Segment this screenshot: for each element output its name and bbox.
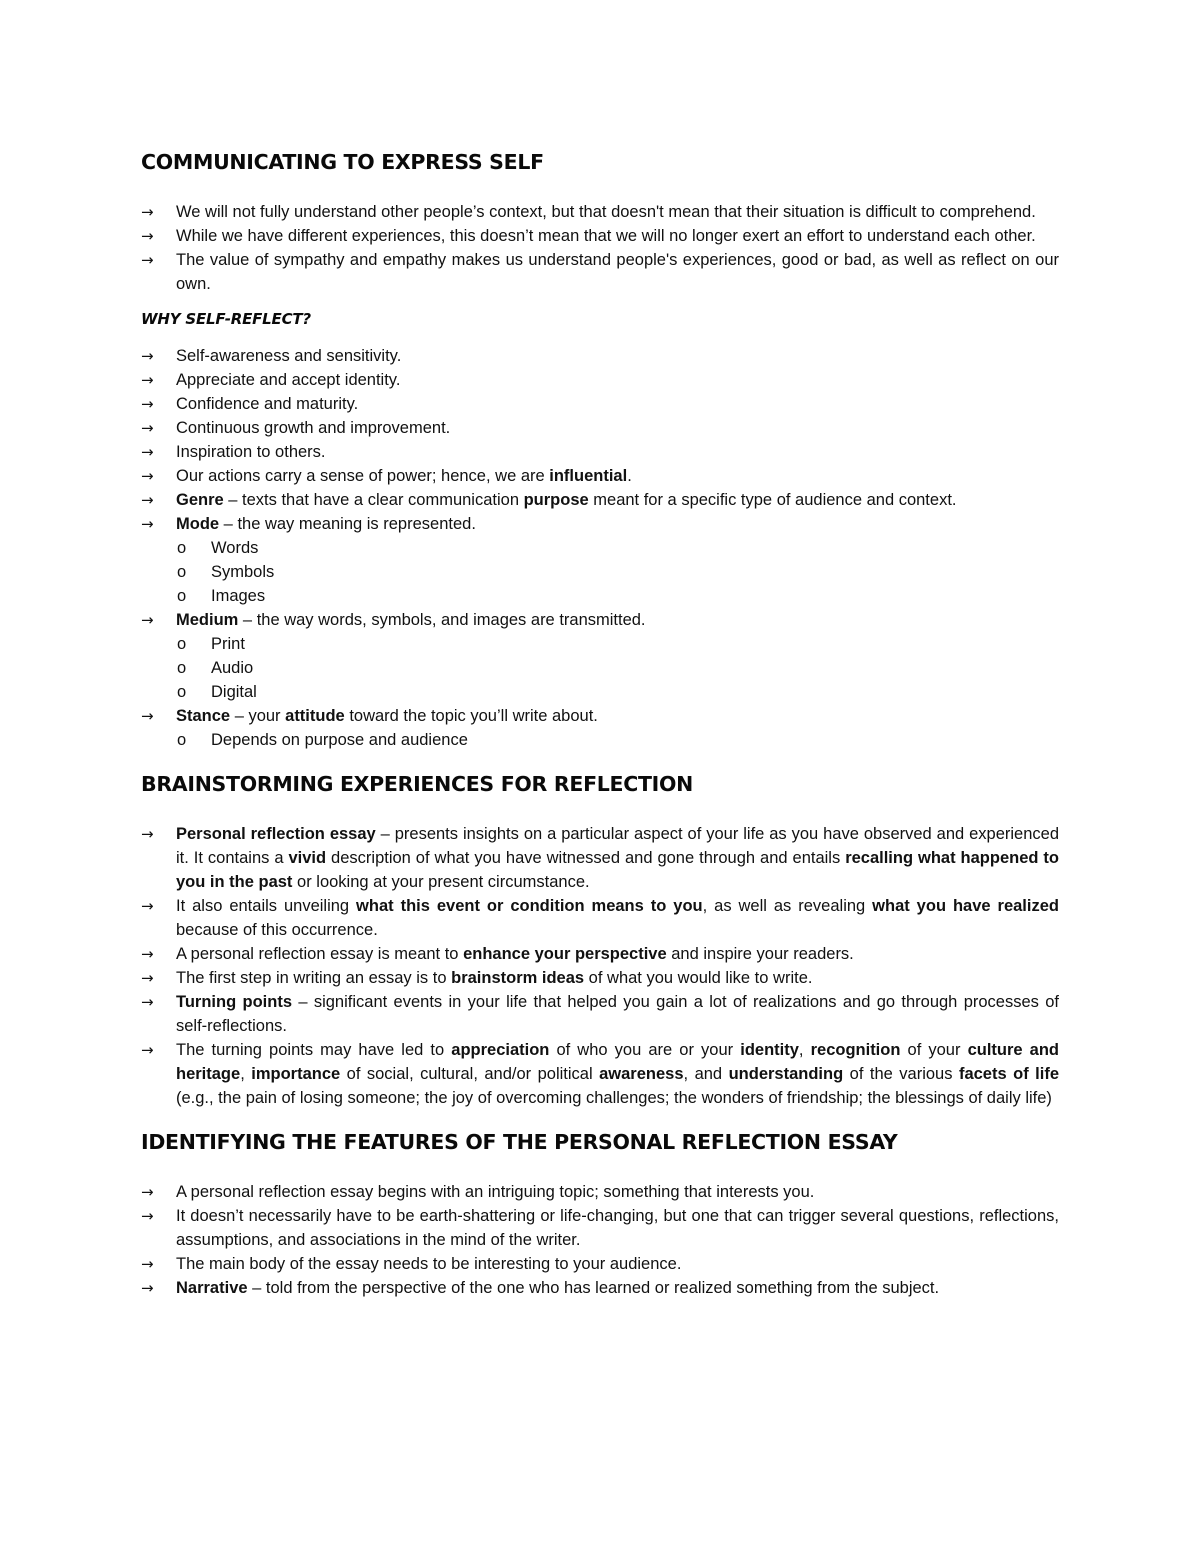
- list-item: → The turning points may have led to appreciation of who you are or your identity, recognition of your culture and heritage, importance of social, cultural, and/or political awareness, and understanding of the various facets of life (e.g., the pain of losing someone; the joy of overcoming challenges; the wonders of friendship; the blessings of daily life): [141, 1038, 1059, 1110]
- list-item: → A personal reflection essay begins with an intriguing topic; something that interests you.: [141, 1180, 1059, 1204]
- subheading-why-self-reflect: WHY SELF-REFLECT?: [141, 310, 311, 328]
- list-item-actions: → Our actions carry a sense of power; hence, we are influential.: [141, 464, 1059, 488]
- sub-list-item: o Images: [141, 584, 1059, 608]
- medium-sub-list: [141, 632, 1059, 704]
- circle-bullet-icon: o: [177, 539, 187, 557]
- list-item: → Confidence and maturity.: [141, 392, 1059, 416]
- section-title-brainstorming: BRAINSTORMING EXPERIENCES FOR REFLECTION: [141, 772, 693, 796]
- arrow-right-icon: →: [141, 251, 154, 269]
- arrow-right-icon: →: [141, 1255, 154, 1273]
- list-item: → Continuous growth and improvement.: [141, 416, 1059, 440]
- circle-bullet-icon: o: [177, 659, 187, 677]
- sub-list-item: o Audio: [141, 656, 1059, 680]
- sub-list-item: o Words: [141, 536, 1059, 560]
- list-item: → A personal reflection essay is meant to enhance your perspective and inspire your readers.: [141, 942, 1059, 966]
- list-item-genre: → Genre – texts that have a clear communication purpose meant for a specific type of audience and context.: [141, 488, 1059, 512]
- arrow-right-icon: →: [141, 1183, 154, 1201]
- arrow-right-icon: →: [141, 1279, 154, 1297]
- sub-list-item: o Symbols: [141, 560, 1059, 584]
- communicating-list: [141, 200, 1059, 296]
- arrow-right-icon: →: [141, 1041, 154, 1059]
- arrow-right-icon: →: [141, 491, 154, 509]
- circle-bullet-icon: o: [177, 587, 187, 605]
- list-item: → The main body of the essay needs to be interesting to your audience.: [141, 1252, 1059, 1276]
- list-item: → Appreciate and accept identity.: [141, 368, 1059, 392]
- circle-bullet-icon: o: [177, 563, 187, 581]
- medium-list: [141, 608, 1059, 632]
- sub-list-item: o Digital: [141, 680, 1059, 704]
- list-item-medium: → Medium – the way words, symbols, and images are transmitted.: [141, 608, 1059, 632]
- arrow-right-icon: →: [141, 203, 154, 221]
- stance-list: [141, 704, 1059, 728]
- list-item: → Turning points – significant events in your life that helped you gain a lot of realizations and go through processes of self-reflections.: [141, 990, 1059, 1038]
- arrow-right-icon: →: [141, 395, 154, 413]
- list-item: → It also entails unveiling what this event or condition means to you, as well as revealing what you have realized because of this occurrence.: [141, 894, 1059, 942]
- list-item: → The first step in writing an essay is to brainstorm ideas of what you would like to write.: [141, 966, 1059, 990]
- arrow-right-icon: →: [141, 515, 154, 533]
- list-item: → It doesn’t necessarily have to be earth-shattering or life-changing, but one that can trigger several questions, reflections, assumptions, and associations in the mind of the writer.: [141, 1204, 1059, 1252]
- why-self-reflect-list: [141, 344, 1059, 536]
- list-item-stance: → Stance – your attitude toward the topic you’ll write about.: [141, 704, 1059, 728]
- sub-list-item: o Print: [141, 632, 1059, 656]
- arrow-right-icon: →: [141, 227, 154, 245]
- arrow-right-icon: →: [141, 897, 154, 915]
- arrow-right-icon: →: [141, 969, 154, 987]
- list-item: → Self-awareness and sensitivity.: [141, 344, 1059, 368]
- section-title-communicating: COMMUNICATING TO EXPRESS SELF: [141, 150, 544, 174]
- arrow-right-icon: →: [141, 467, 154, 485]
- features-list: [141, 1180, 1059, 1300]
- list-item: → Inspiration to others.: [141, 440, 1059, 464]
- arrow-right-icon: →: [141, 347, 154, 365]
- arrow-right-icon: →: [141, 443, 154, 461]
- arrow-right-icon: →: [141, 1207, 154, 1225]
- arrow-right-icon: →: [141, 993, 154, 1011]
- sub-list-item: o Depends on purpose and audience: [141, 728, 1059, 752]
- brainstorming-list: [141, 822, 1059, 1110]
- arrow-right-icon: →: [141, 825, 154, 843]
- stance-sub-list: [141, 728, 1059, 752]
- list-item-mode: → Mode – the way meaning is represented.: [141, 512, 1059, 536]
- arrow-right-icon: →: [141, 707, 154, 725]
- arrow-right-icon: →: [141, 419, 154, 437]
- circle-bullet-icon: o: [177, 683, 187, 701]
- list-item: → Personal reflection essay – presents insights on a particular aspect of your life as you have observed and experienced it. It contains a vivid description of what you have witnessed and gone through and entails recalling what happened to you in the past or looking at your present circumstance.: [141, 822, 1059, 894]
- document-content: [141, 146, 1059, 1300]
- arrow-right-icon: →: [141, 371, 154, 389]
- list-item-narrative: → Narrative – told from the perspective of the one who has learned or realized something from the subject.: [141, 1276, 1059, 1300]
- arrow-right-icon: →: [141, 945, 154, 963]
- section-title-identifying-features: IDENTIFYING THE FEATURES OF THE PERSONAL REFLECTION ESSAY: [141, 1130, 898, 1154]
- list-item: → The value of sympathy and empathy makes us understand people's experiences, good or bad, as well as reflect on our own.: [141, 248, 1059, 296]
- circle-bullet-icon: o: [177, 635, 187, 653]
- mode-sub-list: [141, 536, 1059, 608]
- list-item: → While we have different experiences, this doesn’t mean that we will no longer exert an effort to understand each other.: [141, 224, 1059, 248]
- list-item: → We will not fully understand other people’s context, but that doesn't mean that their situation is difficult to comprehend.: [141, 200, 1059, 224]
- arrow-right-icon: →: [141, 611, 154, 629]
- circle-bullet-icon: o: [177, 731, 187, 749]
